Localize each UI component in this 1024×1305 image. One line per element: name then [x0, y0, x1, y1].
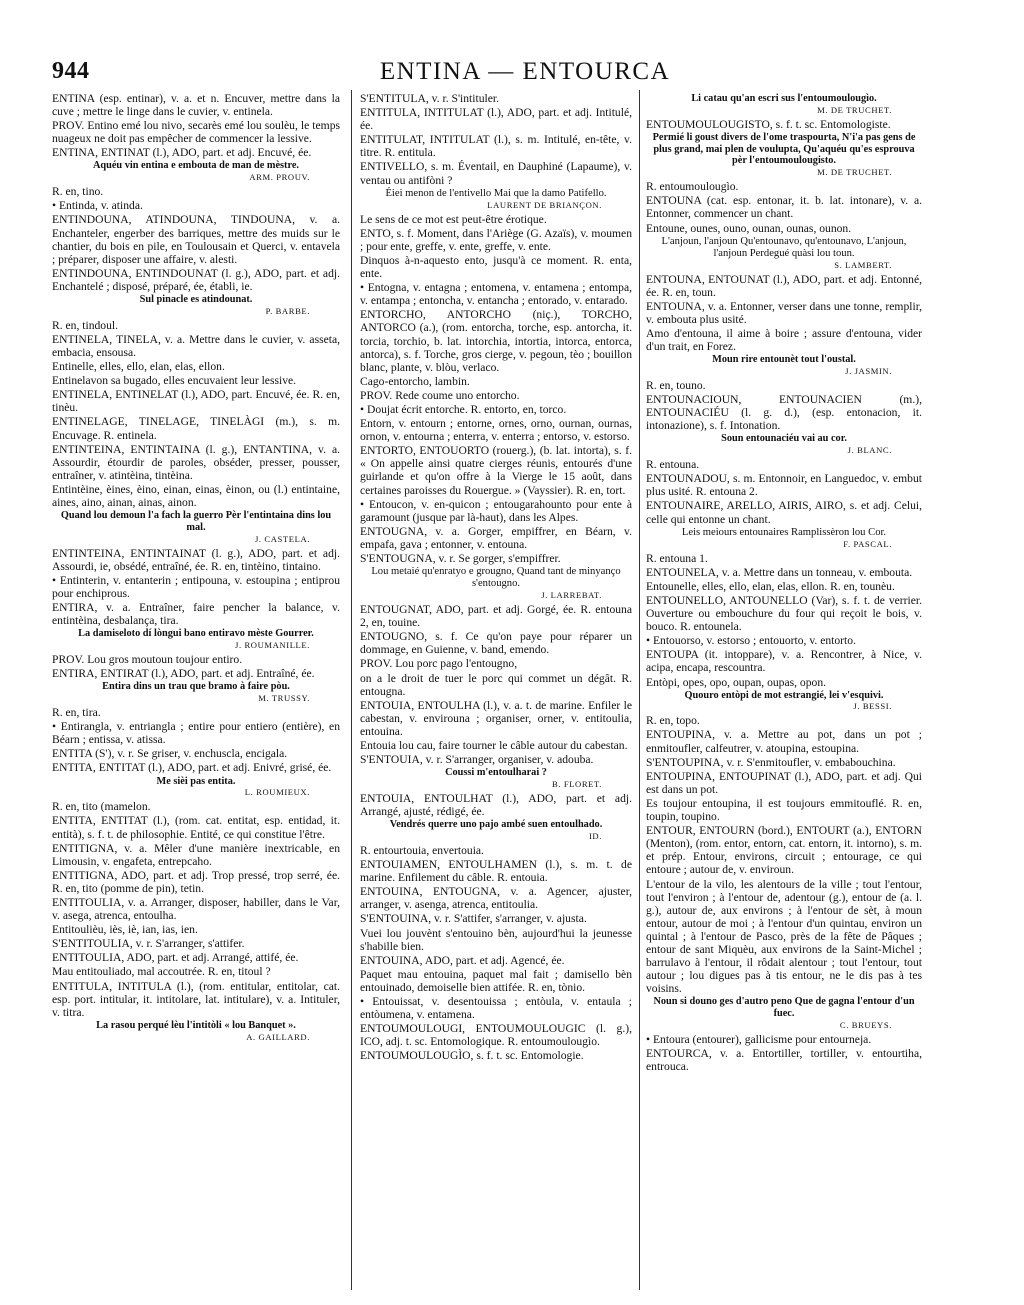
- dictionary-entry: Entinelavon sa bugado, elles encuvaient leur lessive.: [52, 374, 297, 388]
- dictionary-entry: ENTINA (esp. entinar), v. a. et n. Encuver, mettre dans la cuve ; mettre le linge dans le cuvier, v. entinela.: [52, 92, 340, 119]
- dictionary-entry: Entintèine, èines, èino, einan, einas, èinon, ou (l.) entintaine, aines, aino, ainan, ainas, ainon.: [52, 482, 340, 510]
- dictionary-entry: Dinquos à-n-aquesto ento, jusqu'à ce moment. R. enta, ente.: [360, 253, 632, 281]
- dictionary-entry: Amo d'entouna, il aime à boire ; assure d'entouna, vider d'un trait, en Forez.: [646, 327, 922, 354]
- citation-text: Li catau qu'an escri sus l'entoumoulougìo.: [691, 93, 877, 104]
- dictionary-entry: ENTITIGNA, v. a. Mêler d'une manière inextricable, en Limousin, v. engafeta, entrepcaho.: [52, 841, 340, 868]
- dictionary-entry: ENTIRA, v. a. Entraîner, faire pencher la balance, v. entintèina, desbalança, tira.: [52, 601, 340, 628]
- dictionary-entry: ENTORTO, ENTOUORTO (rouerg.), (b. lat. intorta), s. f. « On appelle ainsi quatre cierges réunis, entourés d'une guirlande et qu'on offre à la Vierge le 15 août, dans certaines paroisses du Rouergue. » (Vayssier). R. en, tort.: [360, 444, 632, 497]
- citation-text: Vendrés querre uno pajo ambé suen entoulhado.: [389, 819, 603, 831]
- dictionary-entry: L'entour de la vilo, les alentours de la ville ; tout l'entour, tout l'environ ; à l'entour de, adentour (g.), entour de (a. l. g.), autour de, aux environs ; à l'entour de sèt, à moun entour, autour de moi ; à l'entour d'un quintau, environ un quintal ; à l'entour de Pasco, près de la fête de Pâques ; entour de sant Miquèu, aux environs de la Saint-Michel ; barrulavo à l'entour, il rôdait alentour ; tout l'entour, tout autour ; lou digues pas à tis entour, ne le dis pas à tes voisins.: [646, 877, 922, 996]
- dictionary-entry: • Entirangla, v. entriangla ; entire pour entiero (entière), en Béarn ; entissa, v. atissa.: [52, 720, 340, 747]
- dictionary-entry: ENTINELAGE, TINELAGE, TINELÀGI (m.), s. m. Encuvage. R. entinela.: [52, 415, 340, 442]
- citation-text: Leis meiours entounaires Ramplissèron lou Cor.: [681, 526, 887, 538]
- dictionary-entry: ENTITOULIA, v. a. Arranger, disposer, habiller, dans le Var, v. asega, atrenca, entoulha.: [52, 895, 340, 923]
- citation-text: Sul pinacle es atindounat.: [139, 294, 253, 306]
- citation-author: C. BRUEYS.: [839, 1019, 892, 1030]
- dictionary-entry: ENTOUIA, ENTOULHAT (l.), ADO, part. et adj. Arrangé, ajusté, rédigé, ée.: [360, 792, 632, 819]
- dictionary-entry: ENTOUNA, ENTOUNAT (l.), ADO, part. et adj. Entonné, ée. R. en, toun.: [646, 272, 922, 299]
- dictionary-entry: Entinelle, elles, ello, elan, elas, ellon.: [52, 360, 225, 374]
- dictionary-entry: ENTITOULIA, ADO, part. et adj. Arrangé, attifé, ée.: [52, 951, 299, 965]
- dictionary-entry: Cago-entorcho, lambin.: [360, 374, 470, 388]
- citation-text: Me sièi pas entita.: [156, 775, 236, 787]
- dictionary-entry: ENTOUGNAT, ADO, part. et adj. Gorgé, ée. R. entouna 2, en, touine.: [360, 603, 632, 630]
- dictionary-entry: Le sens de ce mot est peut-être érotique.: [360, 212, 547, 226]
- dictionary-entry: ENTOUINA, ADO, part. et adj. Agencé, ée.: [360, 953, 565, 967]
- dictionary-entry: ENTITA, ENTITAT (l.), ADO, part. et adj. Enivré, grisé, ée.: [52, 761, 332, 775]
- citation-text: Permié li goust divers de l'ome traspourta, N'i'a pas gens de plus grand, mai plen de voulupta, Qu'aquéu qu'es esprouva pèr l'entoumoulougisto.: [652, 131, 916, 167]
- citation-author: P. BARBE.: [265, 305, 310, 316]
- citation-text: La damiseloto dí lòngui bano entiravo mèste Gourrer.: [78, 628, 314, 640]
- citation-author: B. FLORET.: [551, 779, 602, 790]
- dictionary-entry: ENTIRA, ENTIRAT (l.), ADO, part. et adj. Entraîné, ée.: [52, 667, 315, 681]
- citation-text: Lou metaié qu'enratyo e grougno, Quand tant de minyanço s'entougno.: [371, 566, 621, 590]
- dictionary-entry: ENTINTEINA, ENTINTAINAT (l. g.), ADO, part. et adj. Assourdi, ie, obsédé, entraîné, ée. R. en, tintèino, tintaino.: [52, 546, 340, 573]
- dictionary-entry: R. en, tino.: [52, 185, 104, 199]
- dictionary-entry: • Entouissat, v. desentouissa ; entòula, v. entaula ; entòumena, v. entamena.: [360, 995, 632, 1022]
- citation-author: S. LAMBERT.: [834, 259, 892, 270]
- citation-author: J. LARREBAT.: [541, 590, 602, 601]
- dictionary-entry: ENTINDOUNA, ATINDOUNA, TINDOUNA, v. a. Enchanteler, engerber des barriques, mettre des muids sur le chantier, du bois en pile, en Toulousain et Querci, v. entavela ; préparer, disposer une affaire, v. alesti.: [52, 213, 340, 266]
- dictionary-entry: S'ENTITULA, v. r. S'intituler.: [360, 92, 499, 105]
- dictionary-entry: ENTOUIAMEN, ENTOULHAMEN (l.), s. m. t. de marine. Enfilement du câble. R. entouia.: [360, 858, 632, 885]
- dictionary-entry: S'ENTOUPINA, v. r. S'enmitoufler, v. embabouchina.: [646, 755, 896, 769]
- dictionary-entry: ENTOUNAIRE, ARELLO, AIRIS, AIRO, s. et adj. Celui, celle qui entonne un chant.: [646, 499, 922, 526]
- dictionary-entry: PROV. Entino emé lou nivo, secarès emé lou soulèu, le temps nuageux ne doit pas empêcher de commencer la lessive.: [52, 119, 340, 146]
- dictionary-entry: ENTOUNACIOUN, ENTOUNACIEN (m.), ENTOUNACIÉU (l. g. d.), (esp. entonacion, it. intonazione), s. f. Intonation.: [646, 393, 922, 433]
- citation-text: Noun si douno ges d'autro peno Que de gagna l'entour d'un fuec.: [653, 996, 915, 1020]
- citation-text: La rasou perqué lèu l'intitòli « lou Banquet ».: [96, 1019, 296, 1031]
- citation-text: Éiei menon de l'entivello Mai que la damo Patifello.: [385, 187, 607, 199]
- dictionary-entry: ENTO, s. f. Moment, dans l'Ariège (G. Azaïs), v. moumen ; pour ente, greffe, v. ente, greffe, v. ente.: [360, 226, 632, 253]
- dictionary-entry: ENTOUIA, ENTOULHA (l.), v. a. t. de marine. Enfiler le cabestan, v. envirouna ; organiser, orner, v. entitoulia, entouina.: [360, 698, 632, 738]
- dictionary-entry: ENTOURCA, v. a. Entortiller, tortiller, v. entourtiha, entrouca.: [646, 1047, 922, 1074]
- citation-author: ARM. PROUV.: [249, 172, 310, 183]
- dictionary-entry: ENTINTEINA, ENTINTAINA (l. g.), ENTANTINA, v. a. Assourdir, étourdir de paroles, obséder, presser, pousser, entraîner, v. atintèina, tintèina.: [52, 442, 340, 482]
- dictionary-entry: R. en, touno.: [646, 379, 706, 393]
- dictionary-entry: • Entinda, v. atinda.: [52, 199, 143, 213]
- page-number: 944: [52, 58, 90, 84]
- column-divider: [639, 90, 640, 1290]
- dictionary-entry: Entorn, v. entourn ; entorne, ornes, orno, ournan, ournas, ornon, v. entourna ; enterra, v. enterra ; entorso, v. estorso.: [360, 417, 632, 444]
- dictionary-entry: R. entoumoulougìo.: [646, 180, 739, 194]
- dictionary-entry: ENTOUMOULOUGÌO, s. f. t. sc. Entomologie.: [360, 1049, 584, 1063]
- dictionary-entry: ENTINELA, ENTINELAT (l.), ADO, part. Encuvé, ée. R. en, tinèu.: [52, 388, 340, 415]
- dictionary-entry: ENTINELA, TINELA, v. a. Mettre dans le cuvier, v. asseta, embacia, ensousa.: [52, 332, 340, 359]
- column-left: [52, 92, 340, 1297]
- dictionary-entry: ENTINDOUNA, ENTINDOUNAT (l. g.), ADO, part. et adj. Enchantelé ; disposé, préparé, ée, établi, ie.: [52, 266, 340, 293]
- citation-author: ID.: [588, 831, 602, 841]
- dictionary-entry: R. entouna.: [646, 458, 700, 472]
- dictionary-entry: PROV. Rede coume uno entorcho.: [360, 388, 520, 402]
- citation-author: J. ROUMANILLE.: [235, 640, 310, 651]
- dictionary-entry: Mau entitouliado, mal accoutrée. R. en, titoul ?: [52, 965, 271, 979]
- dictionary-entry: • Entouorso, v. estorso ; entouorto, v. entorto.: [646, 634, 856, 648]
- dictionary-entry: ENTOUNA, v. a. Entonner, verser dans une tonne, remplir, v. embouta plus usité.: [646, 299, 922, 326]
- citation-text: Quand lou demoun l'a fach la guerro Pèr l'entintaina dins lou mal.: [60, 510, 332, 533]
- dictionary-entry: R. en, tindoul.: [52, 318, 119, 332]
- citation-text: L'anjoun, l'anjoun Qu'entounavo, qu'entounavo, L'anjoun, l'anjoun Perdegué quàsi lou toun.: [661, 235, 907, 259]
- citation-text: Aquéu vin entina e embouta de man de mèstre.: [92, 160, 300, 172]
- dictionary-entry: R. entouna 1.: [646, 551, 708, 565]
- citation-author: A. GAILLARD.: [246, 1031, 310, 1042]
- dictionary-entry: • Entoura (entourer), gallicisme pour entourneja.: [646, 1032, 872, 1046]
- dictionary-entry: Entitoulièu, iès, iè, ian, ias, ien.: [52, 923, 198, 937]
- dictionary-entry: ENTIVELLO, s. m. Éventail, en Dauphiné (Lapaume), v. ventau ou antifòni ?: [360, 160, 632, 187]
- dictionary-entry: R. en, tira.: [52, 706, 101, 720]
- dictionary-entry: R. en, topo.: [646, 714, 700, 728]
- column-middle: [360, 92, 632, 1297]
- dictionary-entry: ENTINA, ENTINAT (l.), ADO, part. et adj. Encuvé, ée.: [52, 146, 312, 160]
- dictionary-entry: ENTOUNA (cat. esp. entonar, it. b. lat. intonare), v. a. Entonner, commencer un chant.: [646, 194, 922, 221]
- dictionary-entry: ENTOUPINA, ENTOUPINAT (l.), ADO, part. et adj. Qui est dans un pot.: [646, 769, 922, 796]
- dictionary-entry: R. entourtouia, envertouia.: [360, 844, 484, 857]
- dictionary-entry: PROV. Lou porc pago l'entougno,: [360, 657, 518, 671]
- dictionary-entry: • Doujat écrit entorche. R. entorto, en, torco.: [360, 402, 567, 416]
- citation-author: J. JASMIN.: [845, 366, 892, 377]
- dictionary-entry: S'ENTITOULIA, v. r. S'arranger, s'attifer.: [52, 937, 245, 951]
- citation-text: Quouro entòpi de mot estrangié, lei v'esquivi.: [684, 689, 884, 701]
- citation-author: M. DE TRUCHET.: [817, 167, 892, 178]
- dictionary-entry: ENTITA (S'), v. r. Se griser, v. enchuscla, encigala.: [52, 747, 288, 761]
- dictionary-entry: S'ENTOUINA, v. r. S'attifer, s'arranger, v. ajusta.: [360, 912, 587, 926]
- dictionary-entry: Es toujour entoupina, il est toujours emmitouflé. R. en, toupin, toupino.: [646, 796, 922, 824]
- running-head: ENTINA — ENTOURCA: [379, 58, 671, 85]
- dictionary-entry: PROV. Lou gros moutoun toujour entiro.: [52, 653, 243, 667]
- dictionary-entry: R. en, tito (mamelon.: [52, 800, 151, 814]
- dictionary-entry: S'ENTOUIA, v. r. S'arranger, organiser, v. adouba.: [360, 753, 594, 767]
- dictionary-entry: ENTITULA, INTITULA (l.), (rom. entitular, entitolar, cat. esp. port. intitular, it. intitolare, lat. intitulare), v. a. Intituler, v. titra.: [52, 979, 340, 1019]
- dictionary-entry: ENTOUR, ENTOURN (bord.), ENTOURT (a.), ENTORN (Menton), (rom. entor, entorn, cat. entorn, it. intorno), s. m. et prép. Entour, environs, circuit ; entourage, ce qui entoure ; autour de, v. enviroun.: [646, 824, 922, 877]
- citation-author: M. TRUSSY.: [258, 693, 310, 704]
- dictionary-entry: Entouia lou cau, faire tourner le câble autour du cabestan.: [360, 739, 628, 753]
- dictionary-entry: ENTITULAT, INTITULAT (l.), s. m. Intitulé, en-tête, v. titre. R. entitula.: [360, 133, 632, 160]
- dictionary-entry: • Entoucon, v. en-quicon ; entougarahounto pour ente à garamount (jusque par là-haut), dans les Alpes.: [360, 497, 632, 524]
- dictionary-entry: S'ENTOUGNA, v. r. Se gorger, s'empiffrer.: [360, 552, 561, 565]
- dictionary-entry: Entounelle, elles, ello, elan, elas, ellon. R. en, tounèu.: [646, 579, 895, 593]
- citation-author: J. BLANC.: [847, 445, 892, 456]
- dictionary-entry: Entòpi, opes, opo, oupan, oupas, opon.: [646, 675, 827, 689]
- citation-author: L. ROUMIEUX.: [244, 787, 310, 798]
- citation-author: LAURENT DE BRIANÇON.: [487, 199, 602, 210]
- citation-author: M. DE TRUCHET.: [817, 104, 892, 115]
- dictionary-entry: Entoune, ounes, ouno, ounan, ounas, ounon.: [646, 221, 852, 235]
- citation-author: J. BESSI.: [853, 701, 892, 712]
- citation-author: J. CASTELA.: [254, 533, 310, 544]
- dictionary-entry: • Entinterin, v. entanterin ; entipouna, v. estoupina ; entiprou pour enchiprous.: [52, 573, 340, 600]
- citation-text: Coussi m'entoulharai ?: [445, 767, 547, 779]
- dictionary-entry: ENTOUPA (it. intoppare), v. a. Rencontrer, à Nice, v. acipa, encapa, rescountra.: [646, 648, 922, 675]
- dictionary-entry: ENTOUMOULOUGISTO, s. f. t. sc. Entomologiste.: [646, 117, 891, 131]
- column-divider: [351, 90, 352, 1290]
- dictionary-entry: Paquet mau entouina, paquet mal fait ; damisello bèn entouinado, demoiselle bien attifée. R. en, tònio.: [360, 967, 632, 994]
- dictionary-entry: ENTITULA, INTITULAT (l.), ADO, part. et adj. Intitulé, ée.: [360, 106, 632, 133]
- dictionary-entry: ENTITIGNA, ADO, part. et adj. Trop pressé, trop serré, ée. R. en, tito (pomme de pin), tetin.: [52, 868, 340, 895]
- dictionary-entry: ENTOUPINA, v. a. Mettre au pot, dans un pot ; enmitoufler, calfeutrer, v. atoupina, estoupina.: [646, 728, 922, 755]
- dictionary-entry: ENTOUNADOU, s. m. Entonnoir, en Languedoc, v. embut plus usité. R. entouna 2.: [646, 472, 922, 499]
- citation-text: Soun entounaciéu vai au cor.: [721, 433, 847, 445]
- dictionary-entry: ENTOUMOULOUGI, ENTOUMOULOUGIC (l. g.), ICO, adj. t. sc. Entomologique. R. entoumoulougìo.: [360, 1022, 632, 1049]
- dictionary-entry: • Entogna, v. entagna ; entomena, v. entamena ; entompa, v. entampa ; entoncha, v. entancha ; entorado, v. entarado.: [360, 281, 632, 308]
- dictionary-entry: Vuei lou jouvènt s'entouino bèn, aujourd'hui la jeunesse s'habille bien.: [360, 926, 632, 953]
- column-right: [646, 92, 922, 1297]
- dictionary-entry: ENTOUGNO, s. f. Ce qu'on paye pour réparer un dommage, en Guienne, v. band, emendo.: [360, 630, 632, 657]
- dictionary-entry: ENTOUNELA, v. a. Mettre dans un tonneau, v. embouta.: [646, 565, 913, 579]
- dictionary-entry: ENTORCHO, ANTORCHO (niç.), TORCHO, ANTORCO (a.), (rom. entorcha, torche, esp. antorcha, it. torcia, torchio, b. lat. intorchia, intortia, intorca, entorca, antorca), s. f. Torche, gros cierge, v. pegoun, tèo ; bouillon blanc, plante, v. blòu, verlaco.: [360, 308, 632, 374]
- dictionary-entry: ENTOUINA, ENTOUGNA, v. a. Agencer, ajuster, arranger, v. asenga, atrenca, entitoulia.: [360, 885, 632, 912]
- citation-author: F. PASCAL.: [843, 538, 892, 549]
- citation-text: Entira dins un trau que bramo à faire pòu.: [102, 681, 290, 693]
- dictionary-entry: ENTOUGNA, v. a. Gorger, empiffrer, en Béarn, v. empafa, gava ; entonner, v. entouna.: [360, 524, 632, 551]
- dictionary-entry: ENTOUNELLO, ANTOUNELLO (Var), s. f. t. de verrier. Ouverture ou embouchure du four qui reçoit le bois, v. bouco. R. entounela.: [646, 593, 922, 634]
- citation-text: Moun rire entounèt tout l'oustal.: [712, 354, 856, 366]
- dictionary-entry: ENTITA, ENTITAT (l.), (rom. cat. entitat, esp. entidad, it. entità), s. f. t. de philosophie. Entité, ce qui constitue l'être.: [52, 814, 340, 841]
- dictionary-entry: on a le droit de tuer le porc qui commet un dégât. R. entougna.: [360, 671, 632, 698]
